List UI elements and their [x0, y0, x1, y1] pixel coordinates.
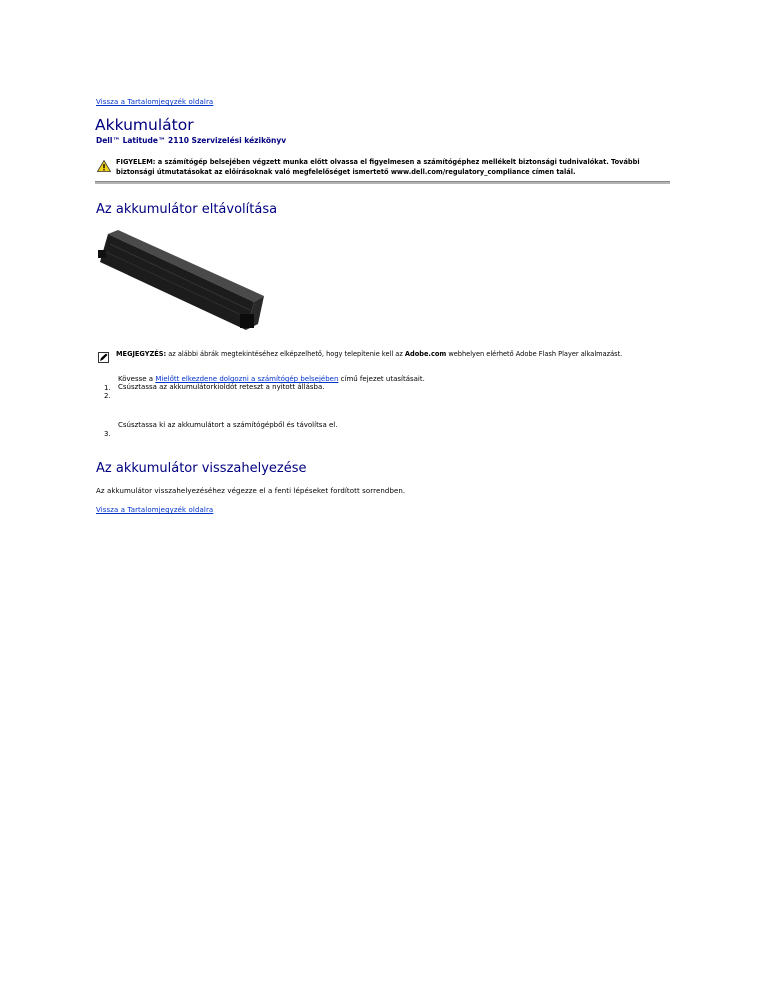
step-text: Csúsztassa ki az akkumulátort a számítógépből és távolítsa el. — [118, 421, 338, 429]
step-3 — [104, 421, 338, 440]
replacement-text: Az akkumulátor visszahelyezéséhez végezze el a fenti lépéseket fordított sorrendben. — [96, 487, 406, 495]
step-number: 1. — [104, 384, 111, 392]
note-text — [116, 350, 622, 358]
step-text-post: című fejezet utasításait. — [338, 375, 425, 383]
back-to-contents-link-bottom[interactable]: Vissza a Tartalomjegyzék oldalra — [96, 506, 214, 514]
page-title: Akkumulátor — [95, 116, 194, 134]
step-2 — [104, 383, 325, 402]
battery-image — [96, 226, 268, 336]
step-number: 2. — [104, 392, 111, 400]
note-body-1: az alábbi ábrák megtekintéséhez elképzelhető, hogy telepítenie kell az — [166, 350, 405, 358]
step-text-pre: Kövesse a — [118, 375, 156, 383]
replacement-heading: Az akkumulátor visszahelyezése — [96, 461, 307, 476]
warning-icon — [97, 157, 111, 169]
warning-body: a számítógép belsejében végzett munka előtt olvassa el figyelmesen a számítógéphez mellékelt biztonsági tudnivalókat. További biztonsági útmutatásokat az előírásoknak való megfelelőséget ismertető www.dell.com/regulatory_compliance címen talál. — [116, 158, 640, 176]
section-divider — [95, 181, 670, 184]
step-text — [118, 375, 425, 383]
page-subtitle: Dell™ Latitude™ 2110 Szervizelési kézikönyv — [96, 136, 287, 145]
note-body-2: webhelyen elérhető Adobe Flash Player alkalmazást. — [446, 350, 623, 358]
removal-heading: Az akkumulátor eltávolítása — [96, 202, 278, 217]
warning-text — [116, 157, 668, 177]
back-to-contents-link-top[interactable]: Vissza a Tartalomjegyzék oldalra — [96, 98, 214, 106]
note-bold: Adobe.com — [404, 350, 447, 358]
note-icon — [98, 348, 109, 359]
warning-label: FIGYELEM: — [116, 158, 156, 166]
step-number: 3. — [104, 430, 111, 438]
step-text: Csúsztassa az akkumulátorkioldót reteszt a nyitott állásba. — [118, 383, 325, 391]
before-working-link[interactable]: Mielőtt elkezdene dolgozni a számítógép belsejében — [155, 375, 339, 383]
note-label: MEGJEGYZÉS: — [116, 350, 167, 358]
